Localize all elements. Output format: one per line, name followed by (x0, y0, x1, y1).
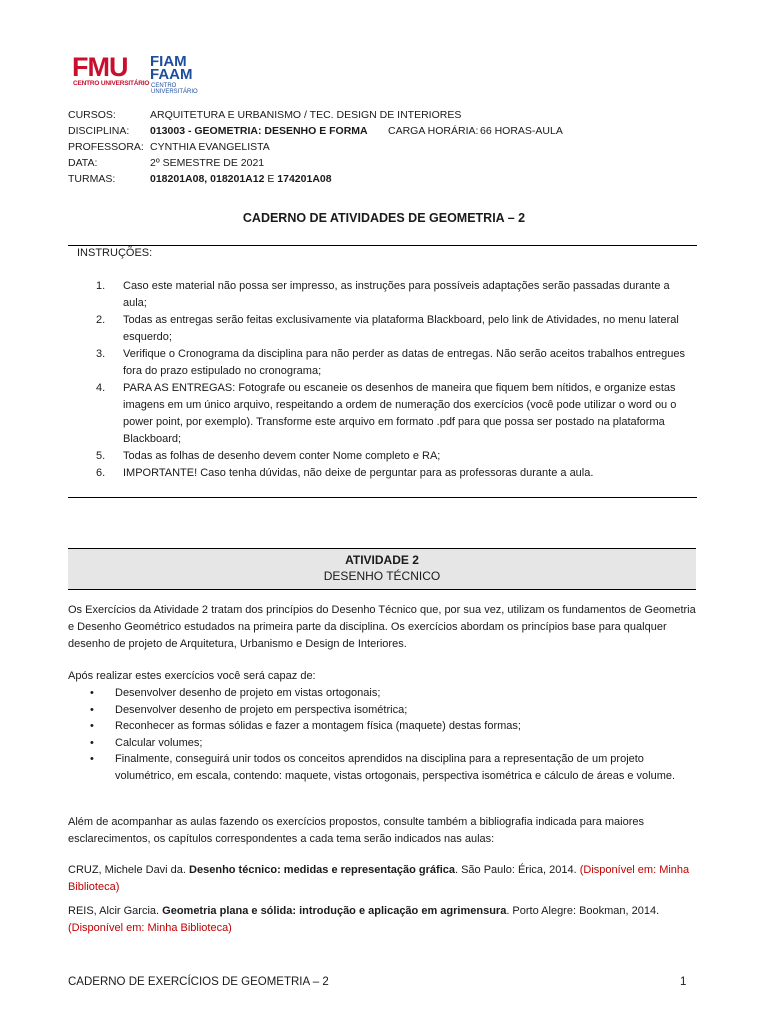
objective-text: Desenvolver desenho de projeto em vistas ortogonais; (115, 687, 381, 699)
turmas-separator: E (264, 173, 278, 185)
reference-1 (68, 862, 698, 896)
instructions-bottom-rule (68, 497, 697, 498)
instruction-number: 2. (96, 314, 106, 326)
carga-label: CARGA HORÁRIA: (388, 125, 479, 137)
instruction-item (96, 448, 696, 465)
bullet-icon: • (90, 687, 94, 699)
instruction-item (96, 346, 696, 380)
data-value: 2º SEMESTRE DE 2021 (150, 157, 265, 169)
data-label: DATA: (68, 157, 98, 169)
fiam-logo-text: FIAM (150, 53, 187, 70)
professora-label: PROFESSORA: (68, 141, 144, 153)
instruction-number: 5. (96, 450, 106, 462)
instruction-number: 1. (96, 280, 106, 292)
reference-author: REIS, Alcir Garcia. (68, 905, 163, 917)
activity-title: ATIVIDADE 2 (345, 553, 419, 567)
instruction-item (96, 465, 696, 482)
objective-text: Finalmente, conseguirá unir todos os conceitos aprendidos na disciplina para a representação de um projeto volumétrico, em escala, contendo: maquete, vistas ortogonais, perspectiva isométrica e cálculo de áreas e volume. (115, 753, 676, 782)
turmas-part2: 174201A08 (277, 173, 332, 185)
objective-item (90, 718, 690, 735)
carga-value: 66 HORAS-AULA (480, 125, 563, 137)
turmas-part1: 018201A08, 018201A12 (150, 173, 265, 185)
fiam-logo-subtitle: CENTRO UNIVERSITÁRIO (151, 83, 198, 95)
instruction-text: Todas as folhas de desenho devem conter Nome completo e RA; (123, 450, 441, 462)
professora-value: CYNTHIA EVANGELISTA (150, 141, 270, 153)
reference-publisher: . Porto Alegre: Bookman, 2014. (506, 905, 663, 917)
instruction-text: Verifique o Cronograma da disciplina para não perder as datas de entregas. Não serão aceitos trabalhos entregues fora do prazo estipulado no cronograma; (123, 348, 685, 377)
instruction-item (96, 312, 696, 346)
cursos-value: ARQUITETURA E URBANISMO / TEC. DESIGN DE INTERIORES (150, 109, 462, 121)
intro-paragraph: Os Exercícios da Atividade 2 tratam dos princípios do Desenho Técnico que, por sua vez, utilizam os fundamentos de Geometria e Desenho Geométrico estudados na primeira parte da disciplina. Os exercícios abordam os princípios base para qualquer desenho de projeto de Arquitetura, Urbanismo e Design de Interiores. (68, 604, 696, 650)
instruction-item (96, 278, 696, 312)
instruction-number: 4. (96, 382, 106, 394)
instructions-label: INSTRUÇÕES: (77, 247, 153, 259)
objective-item (90, 702, 690, 719)
bullet-icon: • (90, 720, 94, 732)
instruction-number: 3. (96, 348, 106, 360)
disciplina-value: 013003 - GEOMETRIA: DESENHO E FORMA (150, 125, 368, 137)
bullet-icon: • (90, 736, 94, 749)
bullet-icon: • (90, 753, 94, 765)
instructions-list (96, 278, 696, 482)
reference-availability: (Disponível em: Minha Biblioteca) (68, 922, 232, 934)
fmu-logo-subtitle: CENTRO UNIVERSITÁRIO (73, 80, 150, 87)
document-title: CADERNO DE ATIVIDADES DE GEOMETRIA – 2 (242, 211, 526, 225)
reference-title: Desenho técnico: medidas e representação gráfica (189, 864, 455, 876)
page-number: 1 (680, 976, 687, 988)
instruction-text: Caso este material não possa ser impresso, as instruções para possíveis adaptações serão passadas durante a aula; (123, 280, 670, 309)
footer-title: CADERNO DE EXERCÍCIOS DE GEOMETRIA – 2 (68, 976, 329, 988)
bullet-icon: • (90, 703, 94, 716)
cursos-label: CURSOS: (68, 109, 116, 121)
objective-item (90, 751, 690, 784)
objectives-list (90, 685, 690, 784)
instruction-text: Todas as entregas serão feitas exclusivamente via plataforma Blackboard, pelo link de Atividades, no menu lateral esquerdo; (123, 314, 679, 343)
activity-subtitle: DESENHO TÉCNICO (323, 569, 441, 583)
instruction-text: IMPORTANTE! Caso tenha dúvidas, não deixe de perguntar para as professoras durante a aula. (123, 467, 594, 479)
disciplina-label: DISCIPLINA: (68, 125, 130, 137)
reference-author: CRUZ, Michele Davi da. (68, 864, 190, 876)
turmas-value (150, 171, 332, 187)
objective-item (90, 685, 690, 702)
institution-logo (72, 54, 212, 96)
reference-2 (68, 903, 698, 937)
reference-availability: (Disponível em: Minha Biblioteca) (68, 864, 690, 893)
reference-title: Geometria plana e sólida: introdução e aplicação em agrimensura (162, 905, 507, 917)
objective-text: Reconhecer as formas sólidas e fazer a montagem física (maquete) destas formas; (115, 720, 521, 732)
turmas-label: TURMAS: (68, 173, 116, 185)
instruction-text: PARA AS ENTREGAS: Fotografe ou escaneie os desenhos de maneira que fiquem bem nítidos, e organize estas imagens em um único arquivo, respeitando a ordem de numeração dos exercícios (você pode utilizar o word ou o power point, por exemplo). Transforme este arquivo em formato .pdf para que possa ser postado na plataforma Blackboard; (123, 382, 677, 445)
instruction-item (96, 380, 696, 448)
activity-header-box (68, 548, 696, 590)
objective-item (90, 735, 690, 752)
faam-logo-text: FAAM (150, 66, 193, 83)
reference-publisher: . São Paulo: Érica, 2014. (454, 864, 580, 876)
instruction-number: 6. (96, 467, 106, 479)
objectives-label: Após realizar estes exercícios você será capaz de: (68, 670, 316, 682)
instructions-top-rule (68, 245, 697, 246)
objective-text: Calcular volumes; (115, 736, 203, 749)
fmu-logo-text: FMU (72, 52, 128, 82)
objective-text: Desenvolver desenho de projeto em perspectiva isométrica; (115, 703, 408, 716)
additional-paragraph: Além de acompanhar as aulas fazendo os exercícios propostos, consulte também a bibliografia indicada para maiores esclarecimentos, os capítulos correspondentes a cada tema serão indicados nas aulas: (68, 816, 644, 845)
